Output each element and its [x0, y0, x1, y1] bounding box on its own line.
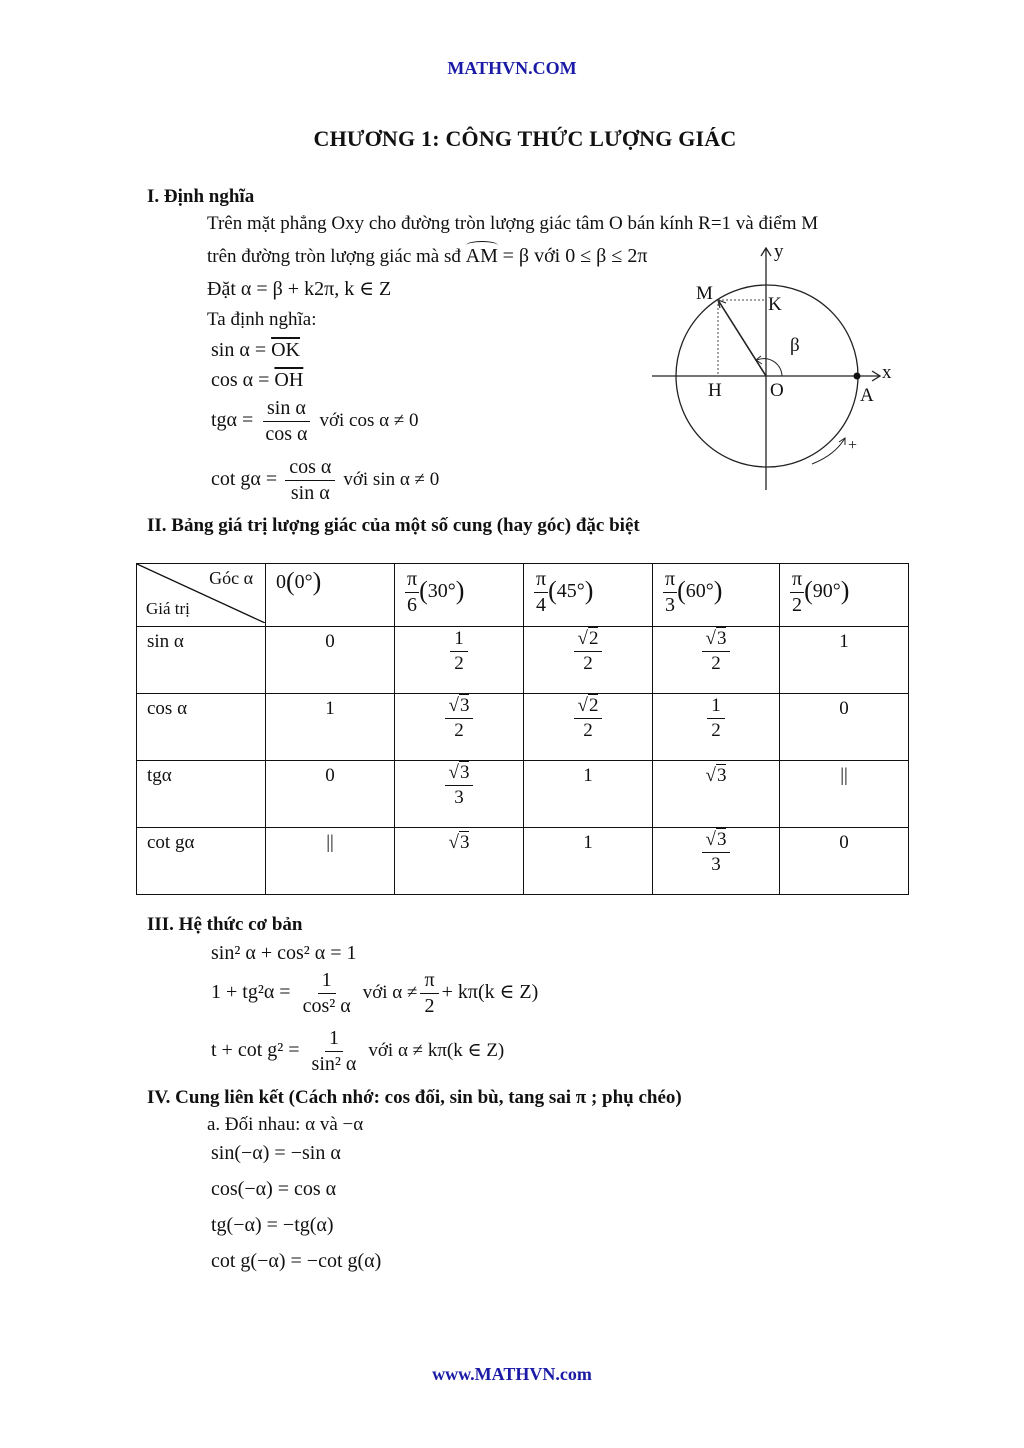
tg-den: cos α [265, 423, 308, 445]
unit-circle-svg [640, 240, 910, 500]
col-frac-den: 3 [665, 594, 676, 616]
table-cell [780, 761, 909, 828]
col-degree: 45° [556, 580, 585, 603]
cotg-den: sin α [290, 482, 330, 504]
section-2-heading: II. Bảng giá trị lượng giác của một số cung (hay góc) đặc biệt [147, 515, 640, 536]
formula-tg-neg: tg(−α) = −tg(α) [211, 1214, 334, 1236]
f3-den: sin² α [311, 1053, 357, 1075]
cos-definition [211, 369, 303, 392]
row-label: tgα [137, 761, 266, 828]
table-cell: $\frac{√3}{3}$ [395, 761, 524, 828]
table-header-row [137, 564, 909, 627]
cotg-identity [211, 1026, 504, 1077]
cell-value: 1 [583, 765, 593, 786]
tg-num: sin α [263, 396, 310, 422]
col-degree: 0° [294, 571, 313, 593]
column-header: $\frac{\pi}{3}$ (60°) [653, 564, 780, 627]
formula-cotg-neg: cot g(−α) = −cot g(α) [211, 1250, 382, 1272]
col-lead: 0 [276, 571, 286, 593]
col-frac-den: 2 [792, 594, 803, 616]
f3-lhs: t + cot g² = [211, 1039, 305, 1062]
arc-prefix: trên đường tròn lượng giác mà sđ [207, 246, 461, 267]
definition-line-4: Ta định nghĩa: [207, 309, 317, 330]
table-cell [524, 761, 653, 828]
cell-value: || [840, 765, 848, 786]
cell-value: 1 [583, 832, 593, 853]
definition-line-2 [207, 245, 647, 268]
sin-lhs: sin α = [211, 339, 272, 361]
corner-angle-label: Góc α [209, 568, 253, 588]
f2-den: cos² α [302, 995, 351, 1017]
f3-condition: với α ≠ kπ(k ∈ Z) [368, 1040, 505, 1062]
cell-value: 1 [839, 631, 849, 652]
col-frac-num: π [663, 567, 677, 593]
arc-am: AM [465, 245, 498, 267]
pythagorean-identity: sin² α + cos² α = 1 [211, 942, 357, 964]
col-degree: 60° [685, 580, 714, 603]
sub-a-heading: a. Đối nhau: α và −α [207, 1114, 364, 1135]
cotg-definition [211, 455, 439, 506]
table-cell: $\frac{√2}{2}$ [524, 694, 653, 761]
col-degree: 90° [812, 580, 841, 603]
tg-definition [211, 396, 419, 447]
trig-values-table [136, 563, 909, 895]
f2-cond-a: với α ≠ [362, 982, 418, 1004]
cell-value: 0 [325, 631, 335, 652]
table-cell [266, 761, 395, 828]
table-cell: $\frac{1}{2}$ [395, 627, 524, 694]
row-label: cos α [137, 694, 266, 761]
table-cell: $\frac{√3}{3}$ [653, 828, 780, 895]
cos-rhs-oh: $\overline{OH}$ [274, 369, 304, 391]
table-cell: $\frac{1}{2}$ [653, 694, 780, 761]
table-cell [780, 694, 909, 761]
definition-line-1: Trên mặt phẳng Oxy cho đường tròn lượng giác tâm O bán kính R=1 và điểm M [207, 213, 819, 234]
table-cell: √3 [395, 828, 524, 895]
table-cell: √3 [653, 761, 780, 828]
row-label: sin α [137, 627, 266, 694]
label-o: O [770, 380, 784, 401]
col-frac-den: 6 [407, 594, 418, 616]
formula-sin-neg: sin(−α) = −sin α [211, 1142, 341, 1164]
row-label: cot gα [137, 828, 266, 895]
col-frac-den: 4 [536, 594, 547, 616]
cotg-fraction [285, 455, 335, 506]
cos-lhs: cos α = [211, 369, 275, 391]
cotg-num: cos α [285, 455, 335, 481]
cell-value: 1 [325, 698, 335, 719]
sin-definition [211, 339, 300, 362]
table-row-cotg [137, 828, 909, 895]
section-3-heading: III. Hệ thức cơ bản [147, 914, 303, 935]
formula-cos-neg: cos(−α) = cos α [211, 1178, 337, 1200]
site-footer-link[interactable]: www.MATHVN.com [432, 1364, 592, 1384]
section-1-heading: I. Định nghĩa [147, 186, 255, 207]
f2-cond-b: + kπ(k ∈ Z) [441, 981, 539, 1004]
cotg-condition: với sin α ≠ 0 [343, 469, 440, 491]
definition-line-3: Đặt α = β + k2π, k ∈ Z [207, 278, 392, 300]
cell-value: || [326, 832, 334, 853]
table-cell: $\frac{√2}{2}$ [524, 627, 653, 694]
table-row-cos [137, 694, 909, 761]
label-beta: β [790, 335, 800, 356]
table-cell: $\frac{√3}{2}$ [395, 694, 524, 761]
f2-cond-den: 2 [424, 995, 435, 1017]
table-cell [524, 828, 653, 895]
f2-num: 1 [318, 968, 336, 994]
label-plus: + [848, 437, 858, 454]
label-a: A [860, 385, 874, 406]
tg-identity [211, 968, 538, 1019]
label-k: K [768, 294, 782, 315]
label-x: x [882, 362, 892, 383]
column-header: $\frac{\pi}{2}$ (90°) [780, 564, 909, 627]
label-h: H [708, 380, 722, 401]
table-row-sin [137, 627, 909, 694]
cell-value: 0 [839, 698, 849, 719]
table-cell [266, 694, 395, 761]
col-frac-num: π [405, 567, 419, 593]
corner-value-label: Giá trị [146, 599, 190, 618]
table-cell [266, 627, 395, 694]
column-header: $\frac{\pi}{4}$ (45°) [524, 564, 653, 627]
f2-lhs: 1 + tg²α = [211, 981, 296, 1004]
tg-lhs: tgα = [211, 409, 259, 432]
arc-condition: = β với 0 ≤ β ≤ 2π [502, 245, 648, 267]
cell-value: 0 [839, 832, 849, 853]
table-cell [266, 828, 395, 895]
site-header-link[interactable]: MATHVN.COM [447, 58, 577, 78]
cell-value: 0 [325, 765, 335, 786]
f2-cond-num: π [420, 968, 438, 994]
label-y: y [774, 241, 784, 262]
tg-fraction [261, 396, 311, 447]
chapter-title: CHƯƠNG 1: CÔNG THỨC LƯỢNG GIÁC [313, 126, 737, 151]
column-header: 0(0°) [266, 564, 395, 627]
table-cell: $\frac{√3}{2}$ [653, 627, 780, 694]
table-cell [780, 627, 909, 694]
col-frac-num: π [790, 567, 804, 593]
table-row-tg [137, 761, 909, 828]
table-corner-cell [137, 564, 266, 627]
f3-num: 1 [325, 1026, 343, 1052]
col-frac-num: π [534, 567, 548, 593]
label-m: M [696, 283, 713, 304]
tg-condition: với cos α ≠ 0 [319, 410, 419, 432]
sin-rhs-ok: $\overline{OK}$ [271, 339, 300, 361]
unit-circle-diagram [640, 240, 910, 500]
col-degree: 30° [427, 580, 456, 603]
section-4-heading: IV. Cung liên kết (Cách nhớ: cos đối, sin bù, tang sai π ; phụ chéo) [147, 1087, 682, 1108]
table-cell [780, 828, 909, 895]
column-header: $\frac{\pi}{6}$ (30°) [395, 564, 524, 627]
cotg-lhs: cot gα = [211, 468, 283, 491]
